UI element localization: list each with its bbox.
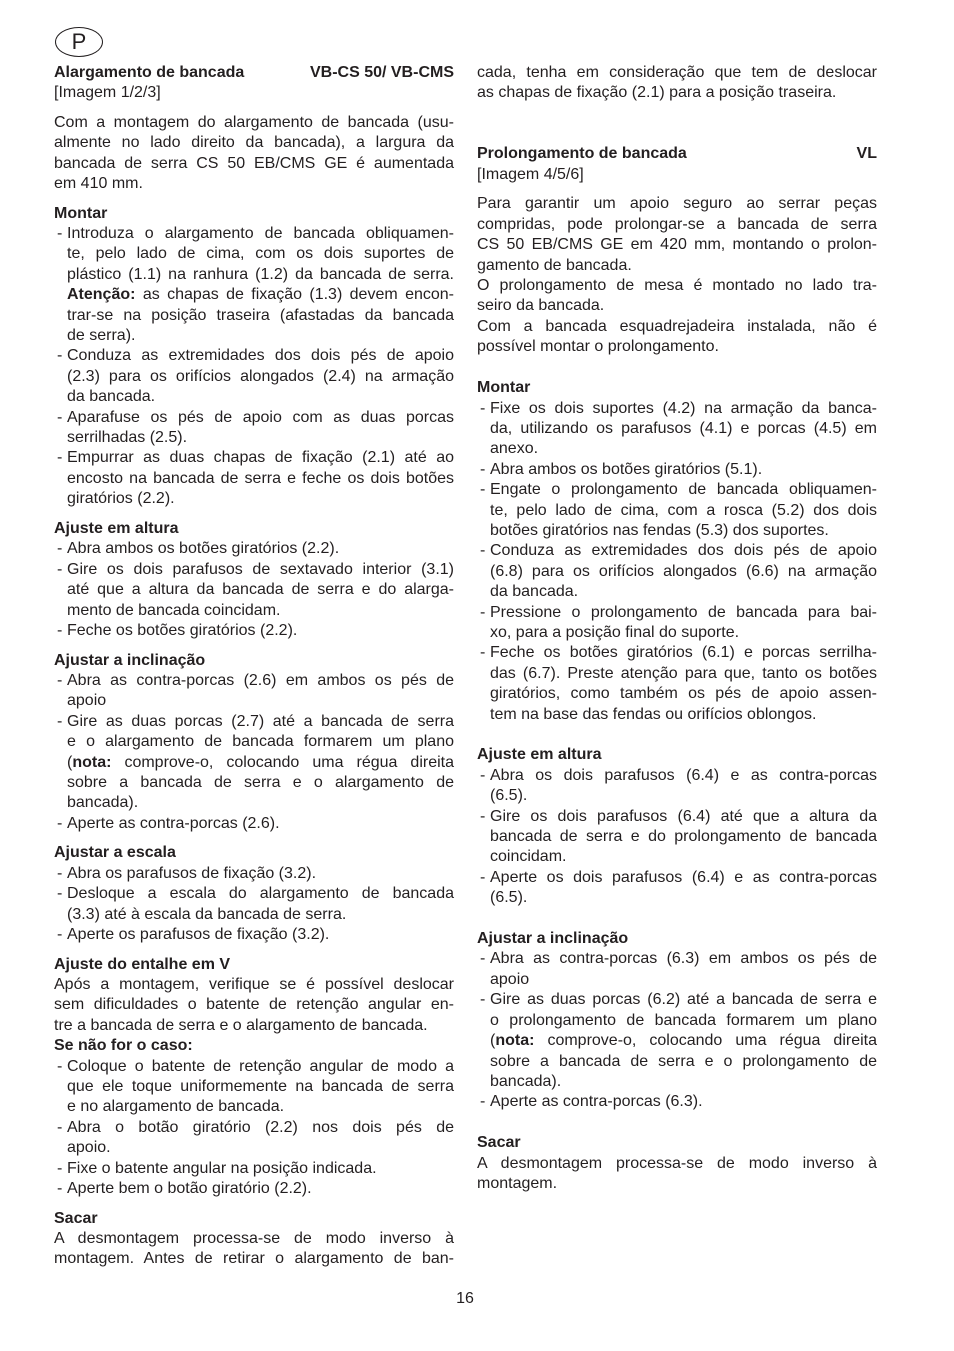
text-line: xo, para a posição final do suporte. <box>490 623 740 641</box>
paragraph <box>477 194 877 276</box>
text-line: seiro da bancada. <box>477 297 605 315</box>
text-line: em 410 mm. <box>54 175 143 193</box>
text-line: das (6.7). Preste atenção para que, tanto os botões <box>490 664 877 682</box>
text-line: encosto na bancada de serra e feche os dois botões <box>67 469 454 487</box>
text-line: - Fixe o batente angular na posição indicada. <box>67 1159 377 1177</box>
text-line: - Feche os botões giratórios (6.1) e porcas serrilha- <box>490 644 877 662</box>
list-item <box>477 603 877 644</box>
text-line: - Aperte os dois parafusos (6.4) e as contra-porcas <box>490 868 877 886</box>
list-item <box>477 460 877 480</box>
text-line: bancada). <box>67 794 139 812</box>
steps-list <box>54 224 454 510</box>
text-line: - Gire as duas porcas (2.7) até a bancada de serra <box>67 712 454 730</box>
body-paragraph <box>54 1229 454 1270</box>
text-line: possível montar o prolongamento. <box>477 338 719 356</box>
text-line: as chapas de fixação (2.1) para a posição traseira. <box>477 84 837 102</box>
section-height-adjust <box>54 519 454 641</box>
text-line: que ele toque uniformemente na bancada de serra <box>67 1078 454 1096</box>
list-item <box>477 480 877 541</box>
text-line: até que a altura da bancada de serra e do alarga- <box>67 581 454 599</box>
text-line: montagem. Antes de retirar o alargamento de ban- <box>54 1250 454 1268</box>
section-removal <box>54 1209 454 1270</box>
text-line: (6.8) para os orifícios alongados (6.6) na armação <box>490 562 877 580</box>
text-line: - Conduza as extremidades dos dois pés de apoio <box>490 542 877 560</box>
text-line <box>67 753 454 773</box>
text-line: Após a montagem, verifique se é possível deslocar <box>54 975 454 993</box>
text-line: - Gire os dois parafusos de sextavado interior (3.1) <box>67 560 454 578</box>
text-line: anexo. <box>490 440 539 458</box>
body-paragraph <box>54 975 454 1036</box>
section-height-adjust <box>477 745 877 908</box>
text-line: (2.3) para os orifícios alongados (2.4) na armação <box>67 367 454 385</box>
text-line: serrilhadas (2.5). <box>67 429 188 447</box>
text-line: da bancada. <box>490 583 579 601</box>
section-table-extension <box>477 144 877 357</box>
subsection-heading: Ajuste em altura <box>54 519 179 537</box>
removal-continued-paragraph <box>477 63 877 104</box>
text-line: - Aperte as contra-porcas (2.6). <box>67 814 280 832</box>
section-tilt-adjust <box>54 651 454 835</box>
text-line: botões giratórios nas fendas (5.3) dos suportes. <box>490 521 829 539</box>
text-line: O prolongamento de mesa é montado no lado tra- <box>477 277 877 295</box>
paragraph <box>477 317 877 358</box>
text-line: e o alargamento de bancada formarem um plano <box>67 733 454 751</box>
section-title <box>477 144 877 164</box>
text-line: trar-se na posição traseira (afastadas da bancada <box>67 306 454 324</box>
text-line: mento de bancada coincidam. <box>67 601 281 619</box>
section-mount <box>477 378 877 725</box>
bold-term: nota: <box>495 1032 535 1050</box>
section-v-notch-adjust <box>54 955 454 1200</box>
text-run: as chapas de fixação (1.3) devem encon- <box>135 286 454 304</box>
list-item <box>477 990 877 1092</box>
text-line: montagem. <box>477 1174 558 1192</box>
steps-list <box>54 671 454 834</box>
image-reference: [Imagem 1/2/3] <box>54 84 161 102</box>
list-item <box>54 448 454 509</box>
text-line: (3.3) até à escala da bancada de serra. <box>67 905 347 923</box>
text-line: - Abra as contra-porcas (6.3) em ambos os pés de <box>490 950 877 968</box>
text-line: sobre a bancada de serra e o prolongamento de <box>490 1052 877 1070</box>
text-line: - Aperte as contra-porcas (6.3). <box>490 1093 703 1111</box>
image-reference: [Imagem 4/5/6] <box>477 165 584 183</box>
text-line: (6.5). <box>490 889 528 907</box>
text-line: cada, tenha em consideração que tem de deslocar <box>477 63 877 81</box>
text-line: Para garantir um apoio seguro ao serrar peças <box>477 195 877 213</box>
body-paragraph <box>477 1154 877 1195</box>
text-line: bancada de serra CS 50 EB/CMS GE é aumentada <box>54 154 454 172</box>
subsection-heading: Ajustar a inclinação <box>477 930 629 948</box>
text-line: - Coloque o batente de retenção angular de modo a <box>67 1057 454 1075</box>
list-item <box>54 864 454 884</box>
text-run: ( <box>67 753 73 771</box>
list-item <box>54 884 454 925</box>
text-line: - Abra ambos os botões giratórios (2.2). <box>67 540 340 558</box>
list-item <box>54 814 454 834</box>
text-line: te, pelo lado de cima, com a rosca (5.2) dos dois <box>490 501 877 519</box>
list-item <box>477 541 877 602</box>
text-line: Com a bancada esquadrejadeira instalada, não é <box>477 317 877 335</box>
text-line: apoio <box>67 692 107 710</box>
text-run: comprove-o, colocando uma régua direita <box>534 1032 877 1050</box>
language-badge-letter: P <box>71 29 87 54</box>
text-line: plástico (1.1) na ranhura (1.2) da bancada de serra. <box>67 265 454 283</box>
list-item <box>54 671 454 712</box>
steps-list <box>54 1057 454 1200</box>
list-item <box>54 1057 454 1118</box>
text-line: - Aperte os parafusos de fixação (3.2). <box>67 925 330 943</box>
subsection-heading: Montar <box>54 204 108 222</box>
text-line: giratórios (2.2). <box>67 490 175 508</box>
text-line: - Introduza o alargamento de bancada obliquamen- <box>67 225 454 243</box>
list-item <box>477 949 877 990</box>
text-line: CS 50 EB/CMS GE em 420 mm, montando o prolon- <box>477 236 877 254</box>
subsection-heading: Ajustar a escala <box>54 844 176 862</box>
subsection-heading: Ajuste do entalhe em V <box>54 955 231 973</box>
text-line: bancada). <box>490 1072 562 1090</box>
text-line: - Engate o prolongamento de bancada obliquamen- <box>490 481 877 499</box>
list-item <box>477 1092 877 1112</box>
text-run: comprove-o, colocando uma régua direita <box>111 753 454 771</box>
section-title <box>54 63 454 83</box>
list-item <box>477 399 877 460</box>
list-item <box>54 1118 454 1159</box>
text-line: tem na base das fendas ou orifícios oblongos. <box>490 705 817 723</box>
text-line: almente no lado direito da bancada), a largura da <box>54 134 454 152</box>
list-item <box>54 712 454 814</box>
text-line: giratórios, como também os pés de apoio assen- <box>490 685 877 703</box>
subsection-heading: Montar <box>477 379 531 397</box>
text-line: - Abra o botão giratório (2.2) nos dois pés de <box>67 1118 454 1136</box>
section-tilt-adjust <box>477 929 877 1113</box>
list-item <box>477 643 877 725</box>
section-removal <box>477 1133 877 1194</box>
subsection-heading: Ajuste em altura <box>477 746 602 764</box>
text-line: de serra). <box>67 327 136 345</box>
steps-list <box>477 399 877 726</box>
text-line: - Gire os dois parafusos (6.4) até que a altura da <box>490 807 877 825</box>
text-run: ( <box>490 1032 496 1050</box>
text-line: gamento de bancada. <box>477 256 632 274</box>
list-item <box>54 224 454 346</box>
text-line: te, pelo lado de cima, com os dois suportes de <box>67 245 454 263</box>
text-line: da bancada. <box>67 388 156 406</box>
subsection-heading: Sacar <box>54 1209 98 1227</box>
section-mount <box>54 204 454 510</box>
text-line: (6.5). <box>490 787 528 805</box>
section-scale-adjust <box>54 843 454 945</box>
steps-list <box>477 766 877 909</box>
text-line: - Feche os botões giratórios (2.2). <box>67 621 298 639</box>
text-line: - Aparafuse os pés de apoio com as duas porcas <box>67 408 454 426</box>
text-line: - Aperte bem o botão giratório (2.2). <box>67 1180 312 1198</box>
text-line: - Abra os parafusos de fixação (3.2). <box>67 864 317 882</box>
text-line: apoio. <box>67 1139 111 1157</box>
intro-paragraphs <box>477 194 877 357</box>
list-item <box>54 560 454 621</box>
text-line: - Desloque a escala do alargamento de bancada <box>67 885 454 903</box>
subsection-heading: Sacar <box>477 1134 521 1152</box>
left-column <box>54 63 454 1270</box>
text-line: sem dificuldades o batente de retenção angular en- <box>54 996 454 1014</box>
text-line: - Pressione o prolongamento de bancada para bai- <box>490 603 877 621</box>
text-line: - Abra as contra-porcas (2.6) em ambos os pés de <box>67 671 454 689</box>
right-column <box>477 63 877 1195</box>
text-line: - Fixe os dois suportes (4.2) na armação da banca- <box>490 399 877 417</box>
list-item <box>477 807 877 868</box>
text-line: bancada de serra e do prolongamento de bancada <box>490 828 877 846</box>
text-line: apoio <box>490 970 530 988</box>
list-item <box>477 868 877 909</box>
list-item <box>54 1159 454 1179</box>
bold-term: nota: <box>72 753 112 771</box>
list-item <box>54 621 454 641</box>
text-line <box>67 285 454 305</box>
model-code: VB-CS 50/ VB-CMS <box>309 63 454 81</box>
language-badge <box>55 27 103 57</box>
paragraph <box>477 276 877 317</box>
text-line: - Empurrar as duas chapas de fixação (2.1) até ao <box>67 449 454 467</box>
list-item <box>54 346 454 407</box>
subsection-heading: Ajustar a inclinação <box>54 651 206 669</box>
steps-list <box>477 949 877 1112</box>
text-line: da, utilizando os parafusos (4.1) e porcas (4.5) em <box>490 419 877 437</box>
text-line: - Abra ambos os botões giratórios (5.1). <box>490 460 763 478</box>
text-line: e no alargamento de bancada. <box>67 1098 285 1116</box>
text-line: tre a bancada de serra e o alargamento de bancada. <box>54 1016 428 1034</box>
text-line <box>490 1031 877 1051</box>
text-line: o prolongamento de bancada formarem um plano <box>490 1011 877 1029</box>
section-title-text: Prolongamento de bancada <box>477 145 687 163</box>
text-line: coincidam. <box>490 848 567 866</box>
model-code: VL <box>856 145 877 163</box>
condition-heading: Se não for o caso: <box>54 1037 193 1055</box>
text-line: Com a montagem do alargamento de bancada (usu- <box>54 113 454 131</box>
bold-term: Atenção: <box>67 286 136 304</box>
list-item <box>54 1179 454 1199</box>
text-line: compridas, pode prolongar-se a bancada de serra <box>477 215 877 233</box>
text-line: A desmontagem processa-se de modo inverso à <box>54 1230 454 1248</box>
list-item <box>54 539 454 559</box>
text-line: - Abra os dois parafusos (6.4) e as contra-porcas <box>490 766 877 784</box>
list-item <box>477 766 877 807</box>
text-line: - Conduza as extremidades dos dois pés de apoio <box>67 347 454 365</box>
list-item <box>54 408 454 449</box>
steps-list <box>54 864 454 946</box>
steps-list <box>54 539 454 641</box>
text-line: - Gire as duas porcas (6.2) até a bancada de serra e <box>490 991 877 1009</box>
text-line: sobre a bancada de serra e o alargamento de <box>67 773 454 791</box>
text-line: A desmontagem processa-se de modo inverso à <box>477 1154 877 1172</box>
list-item <box>54 925 454 945</box>
page-number: 16 <box>456 1290 474 1307</box>
intro-paragraph <box>54 113 454 195</box>
section-table-widening <box>54 63 454 195</box>
section-title-text: Alargamento de bancada <box>54 63 245 81</box>
